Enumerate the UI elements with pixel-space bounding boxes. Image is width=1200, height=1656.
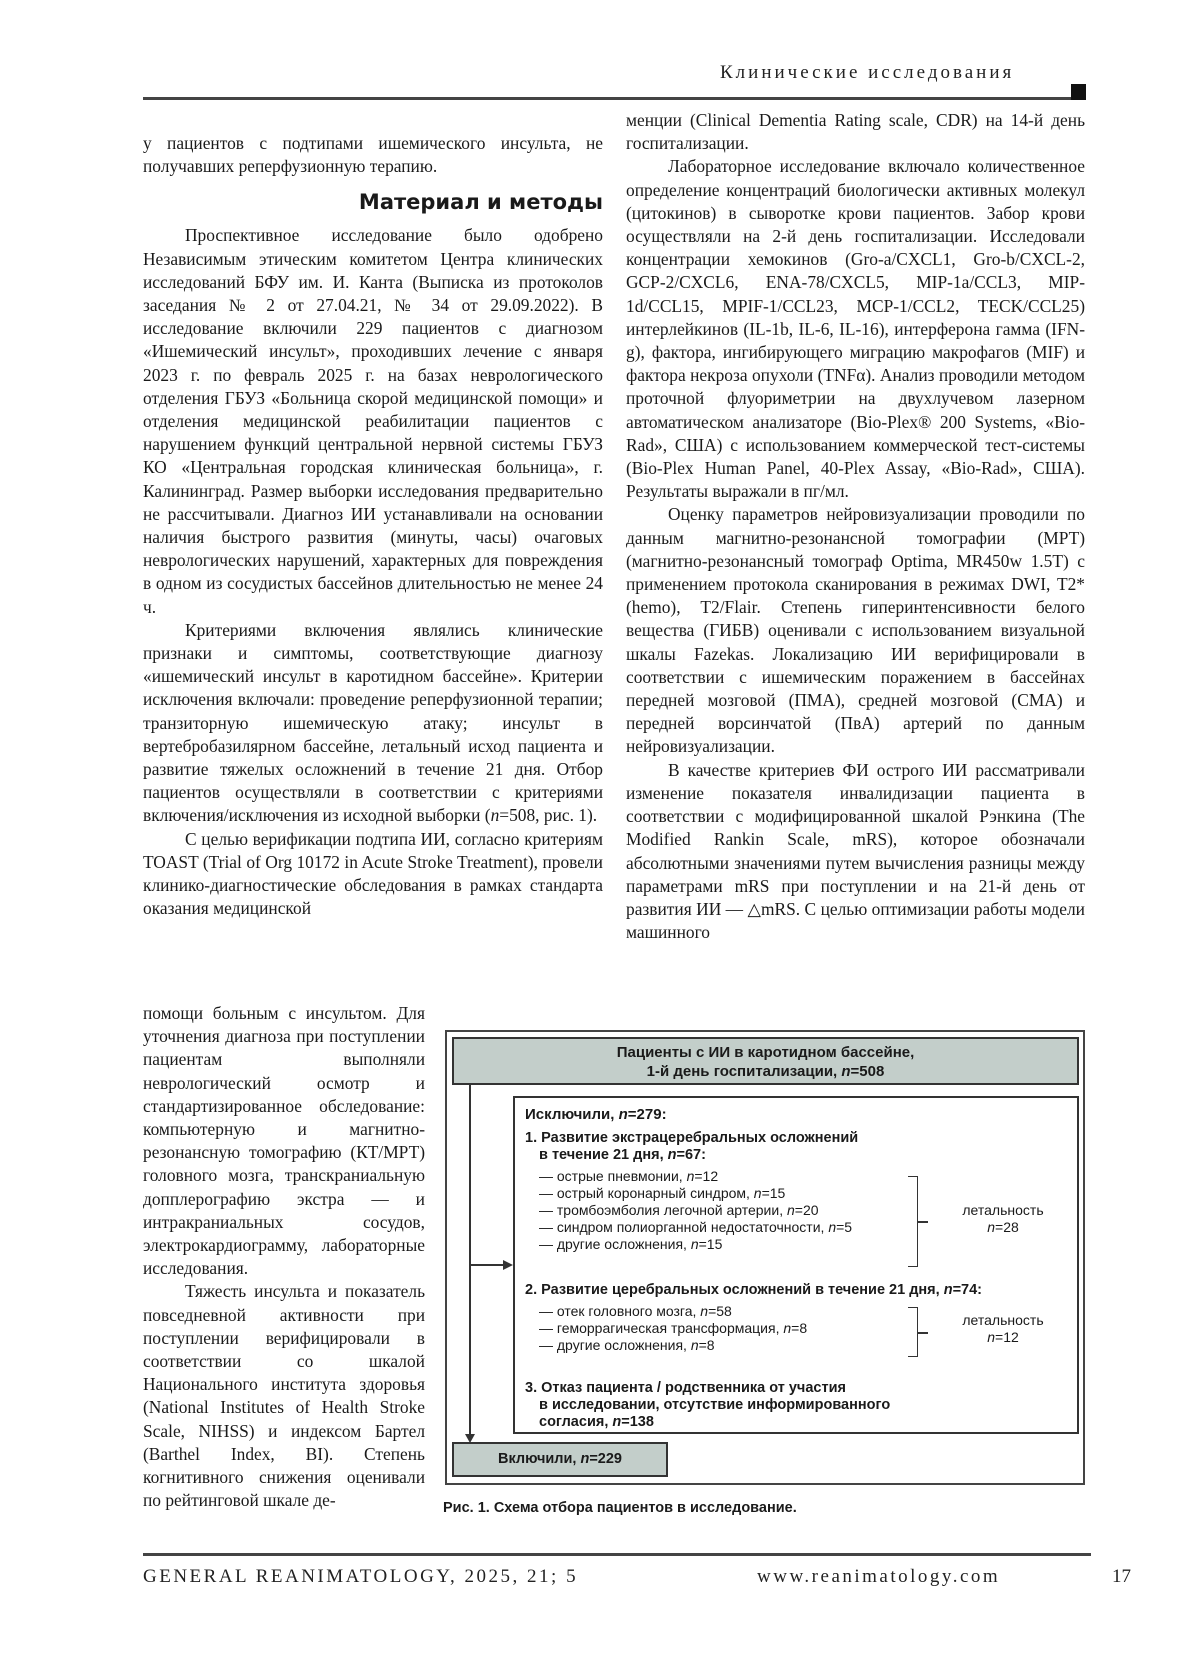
footer-journal: GENERAL REANIMATOLOGY, 2025, 21; 5 [143, 1566, 579, 1587]
left-column-narrow [143, 1002, 425, 1512]
exclusion-item: — отек головного мозга, n=58 [539, 1303, 732, 1319]
paragraph-cdr: менции (Clinical Dementia Rating scale, CDR) на 14-й день госпитализации. [626, 110, 1085, 154]
lethality-extracerebral: летальность n=28 [962, 1202, 1044, 1235]
flow-box-excluded [513, 1096, 1079, 1434]
left-column [143, 132, 603, 921]
excluded-title: Исключили, n=279: [525, 1106, 667, 1123]
paragraph-toast-continued: помощи больным с инсультом. Для уточнения диагноза при поступлении пациентам выполняли неврологический осмотр и стандартизированное обследование: компьютерную и магнитно-резонансную томографию (КТ/МРТ) головного мозга, транскраниальную допплерографию экстра — и интракраниальных сосудов, электрокардиограмму, лабораторные исследования. [143, 1003, 425, 1279]
exclusion-group-extracerebral: 1. Развитие экстрацеребральных осложнений в течение 21 дня, n=67: — острые пневмонии, n=12 — острый коронарный синдром, n=15 — тромбоэмболия легочной артерии, n=20 — синдром полиорганной недостаточности, n=5 — другие осложнения, n=15 летальность n=28 [525, 1130, 1077, 1276]
figure-caption: Рис. 1. Схема отбора пациентов в исследование. [443, 1500, 797, 1516]
brace-icon [908, 1176, 918, 1267]
exclusion-item: — другие осложнения, n=8 [539, 1337, 715, 1353]
page-number: 17 [1112, 1566, 1131, 1587]
flow-box-included: Включили, n=229 [452, 1442, 668, 1477]
footer-rule [143, 1553, 1091, 1556]
exclusion-item: — тромбоэмболия легочной артерии, n=20 [539, 1202, 819, 1218]
flow-connector-horizontal [470, 1264, 505, 1266]
exclusion-item: — синдром полиорганной недостаточности, n=5 [539, 1219, 853, 1235]
arrow-right-icon [503, 1260, 513, 1270]
exclusion-group-refusal: 3. Отказ пациента / родственника от участия в исследовании, отсутствие информированного согласия, n=138 [525, 1380, 891, 1430]
exclusion-item: — другие осложнения, n=15 [539, 1236, 723, 1252]
paragraph-criteria: Критериями включения являлись клинические признаки и симптомы, соответствующие диагнозу «ишемический инсульт в каротидном бассейне». Критерии исключения включали: проведение реперфузионной терапии; транзиторную ишемическую атаку; инсульт в вертебробазилярном бассейне, летальный исход пациента и развитие тяжелых осложнений в течение 21 дня. Отбор пациентов осуществляли в соответствии с критериями включения/исключения из исходной выборки (n=508, рис. 1). [143, 619, 603, 826]
intro-tail-paragraph: у пациентов с подтипами ишемического инсульта, не получавших реперфузионную терапию. [143, 133, 603, 177]
right-column [626, 109, 1085, 944]
exclusion-group-cerebral: 2. Развитие церебральных осложнений в течение 21 дня, n=74: — отек головного мозга, n=58 — геморрагическая трансформация, n=8 — другие осложнения, n=8 летальность n=12 [525, 1282, 1077, 1380]
paragraph-laboratory: Лабораторное исследование включало количественное определение концентраций биологически активных молекул (цитокинов) в сыворотке крови пациентов. Забор крови осуществляли на 2-й день госпитализации. Исследовали концентрации хемокинов (Gro-a/CXCL1, Gro-b/CXCL-2, GCP-2/CXCL6, ENA-78/CXCL5, MIP-1a/CCL3, MIP-1d/CCL15, MPIF-1/CCL23, MCP-1/CCL2, TECK/CCL25) интерлейкинов (IL-1b, IL-6, IL-16), интерферона гамма (IFN-g), фактора, ингибирующего миграцию макрофагов (MIF) и фактора некроза опухоли (TNFα). Анализ проводили методом проточной флуориметрии на двухлучевом лазерном автоматическом анализаторе (Bio-Plex® 200 Systems, «Bio-Rad», США) с использованием коммерческой тест-системы (Bio-Plex Human Panel, 40-Plex Assay, «Bio-Rad», США). Результаты выражали в пг/мл. [626, 156, 1085, 502]
footer-url[interactable]: www.reanimatology.com [757, 1566, 1001, 1587]
brace-tick [918, 1332, 928, 1334]
exclusion-item: — острые пневмонии, n=12 [539, 1168, 719, 1184]
lethality-cerebral: летальность n=12 [962, 1312, 1044, 1345]
paragraph-ethics: Проспективное исследование было одобрено Независимым этическим комитетом Центра клинических исследований БФУ им. И. Канта (Выписка из протоколов заседания № 2 от 27.04.21, № 34 от 29.09.2022). В исследование включили 229 пациентов с диагнозом «Ишемический инсульт», проходивших лечение с января 2023 г. по февраль 2025 г. на базах неврологического отделения ГБУЗ «Больница скорой медицинской помощи» и отделения медицинской реабилитации пациентов с нарушением функций центральной нервной системы ГБУЗ КО «Центральная городская клиническая больница», г. Калининград. Размер выборки исследования предварительно не рассчитывали. Диагноз ИИ устанавливали на основании наличия быстрого развития (минуты, часы) очаговых неврологических нарушений, характерных для повреждения в одном из сосудистых бассейнов длительностью не менее 24 ч. [143, 225, 603, 617]
flow-connector-vertical [469, 1085, 471, 1437]
brace-tick [918, 1221, 928, 1223]
paragraph-toast: С целью верификации подтипа ИИ, согласно критериям TOAST (Trial of Org 10172 in Acute Stroke Treatment), провели клинико-диагностические обследования в рамках стандарта оказания медицинской [143, 828, 603, 919]
paragraph-severity: Тяжесть инсульта и показатель повседневной активности при поступлении верифицировали в соответствии со шкалой Национального института здоровья (National Institutes of Health Stroke Scale, NIHSS) и индексом Бартел (Barthel Index, BI). Степень когнитивного снижения оценивали по рейтинговой шкале де- [143, 1281, 425, 1511]
exclusion-item: — острый коронарный синдром, n=15 [539, 1185, 786, 1201]
running-head-section: Клинические исследования [720, 62, 1015, 83]
header-rule [143, 97, 1071, 100]
section-title-methods: Материал и методы [358, 190, 603, 215]
paragraph-neuroimaging: Оценку параметров нейровизуализации проводили по данным магнитно-резонансной томографии (МРТ) (магнитно-резонансный томограф Optima, MR450w 1.5T) с применением протокола сканирования в режимах DWI, T2* (hemo), T2/Flair. Степень гиперинтенсивности белого вещества (ГИБВ) оценивали с использованием визуальной шкалы Fazekas. Локализацию ИИ верифицировали в соответствии с ишемическим поражением в бассейнах передней мозговой (ПМА), средней мозговой (СМА) и передней ворсинчатой (ПвА) артерий по данным нейровизуализации. [626, 504, 1085, 757]
header-square-marker [1071, 84, 1086, 100]
flow-box-initial-cohort: Пациенты с ИИ в каротидном бассейне, 1-й день госпитализации, n=508 [452, 1037, 1079, 1085]
paragraph-outcome-criteria: В качестве критериев ФИ острого ИИ рассматривали изменение показателя инвалидизации пациента в соответствии с модифицированной шкалой Рэнкина (The Modified Rankin Scale, mRS), которое обозначали абсолютными значениями путем вычисления разницы между параметрами mRS при поступлении и на 21-й день от развития ИИ — △mRS. С целью оптимизации работы модели машинного [626, 759, 1085, 943]
exclusion-item: — геморрагическая трансформация, n=8 [539, 1320, 808, 1336]
brace-icon [908, 1307, 918, 1357]
